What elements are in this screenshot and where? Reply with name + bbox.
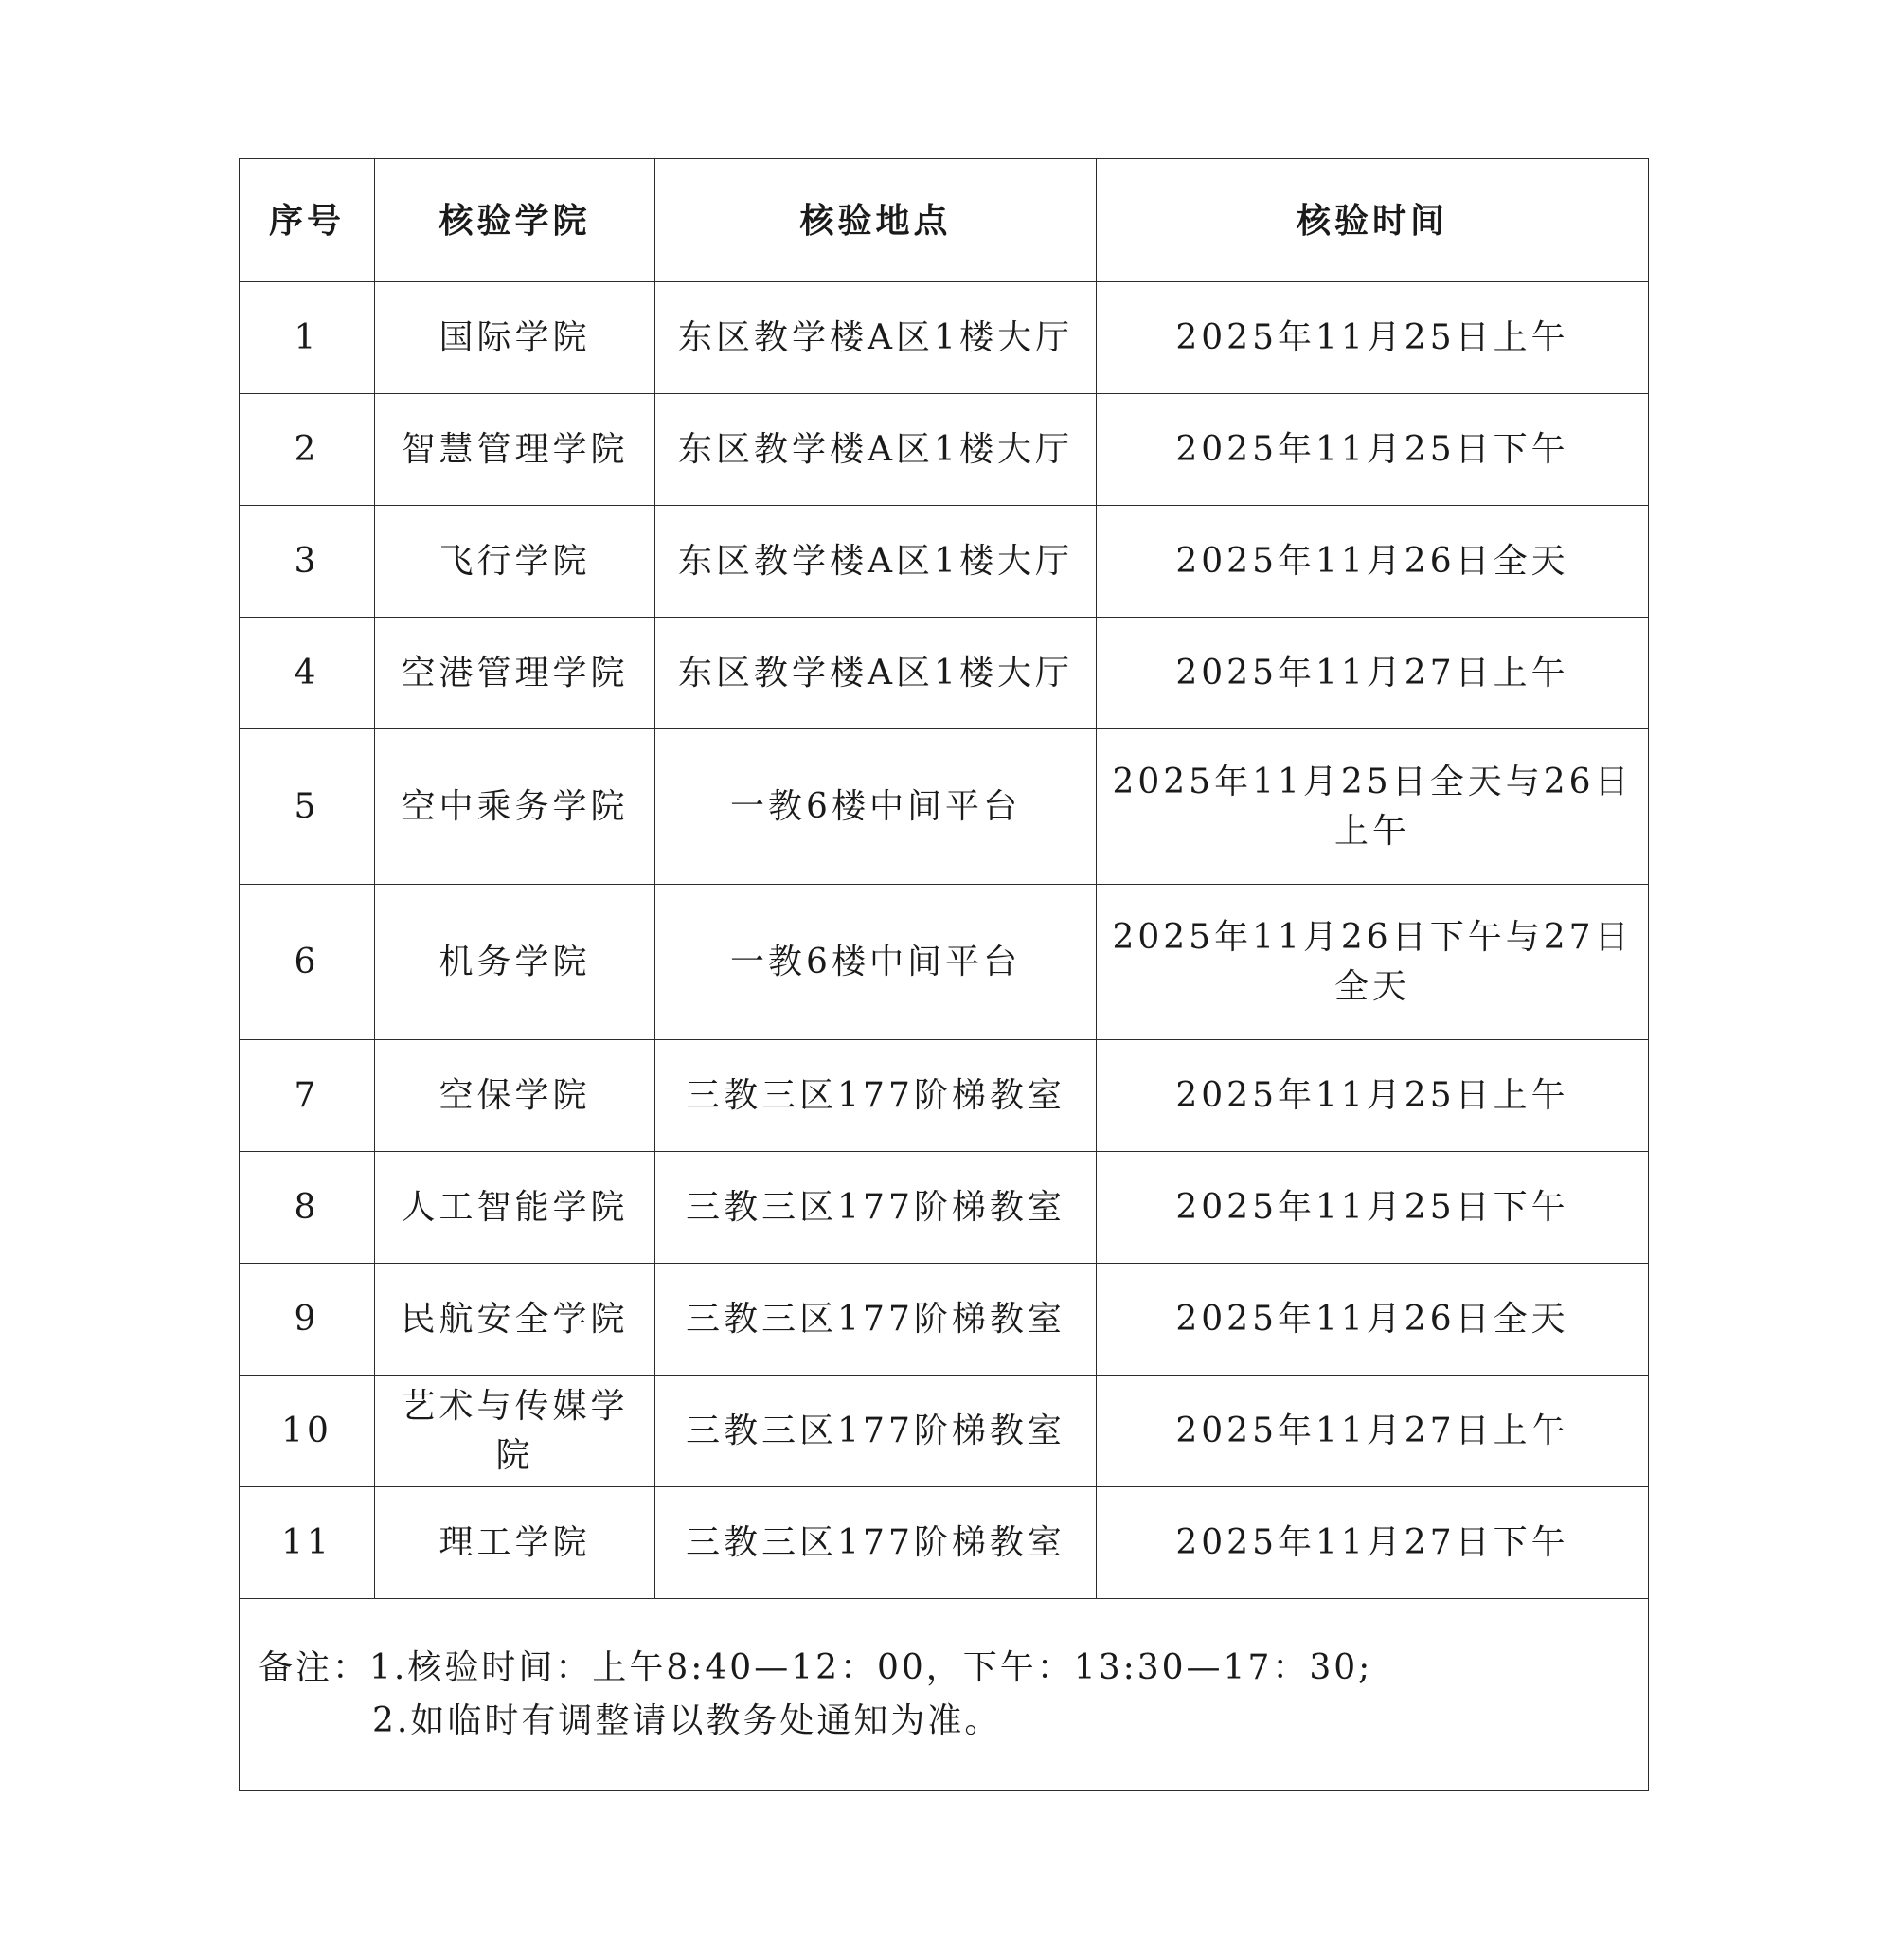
cell-no: 4: [240, 618, 375, 729]
cell-place: 东区教学楼A区1楼大厅: [655, 618, 1097, 729]
cell-no: 3: [240, 506, 375, 618]
cell-college: 空保学院: [375, 1040, 655, 1152]
note-line-1: 备注：1.核验时间：上午8:40—12：00，下午：13:30—17：30;: [259, 1648, 1373, 1687]
table-row: [240, 282, 1649, 394]
header-college: 核验学院: [375, 159, 655, 282]
cell-no: 11: [240, 1487, 375, 1599]
cell-place: 东区教学楼A区1楼大厅: [655, 282, 1097, 394]
cell-place: 一教6楼中间平台: [655, 729, 1097, 885]
cell-time: 2025年11月26日下午与27日全天: [1097, 885, 1649, 1040]
cell-time: 2025年11月25日下午: [1097, 394, 1649, 506]
cell-college: 飞行学院: [375, 506, 655, 618]
cell-place: 东区教学楼A区1楼大厅: [655, 394, 1097, 506]
cell-college: 国际学院: [375, 282, 655, 394]
cell-no: 1: [240, 282, 375, 394]
cell-college: 艺术与传媒学院: [375, 1376, 655, 1487]
note-line-2: 2.如临时有调整请以教务处通知为准。: [372, 1701, 1002, 1740]
cell-time: 2025年11月27日上午: [1097, 618, 1649, 729]
table-row: [240, 394, 1649, 506]
cell-time: 2025年11月27日上午: [1097, 1376, 1649, 1487]
cell-no: 8: [240, 1152, 375, 1264]
table-row: [240, 1376, 1649, 1487]
cell-no: 9: [240, 1264, 375, 1376]
cell-time: 2025年11月27日下午: [1097, 1487, 1649, 1599]
cell-no: 6: [240, 885, 375, 1040]
cell-college: 空港管理学院: [375, 618, 655, 729]
table-row: [240, 1264, 1649, 1376]
cell-college: 智慧管理学院: [375, 394, 655, 506]
table-header-row: [240, 159, 1649, 282]
cell-time: 2025年11月25日下午: [1097, 1152, 1649, 1264]
verification-schedule-table: [239, 158, 1649, 1791]
header-no: 序号: [240, 159, 375, 282]
cell-no: 10: [240, 1376, 375, 1487]
cell-place: 三教三区177阶梯教室: [655, 1487, 1097, 1599]
table-row: [240, 506, 1649, 618]
table-row: [240, 885, 1649, 1040]
cell-no: 5: [240, 729, 375, 885]
cell-time: 2025年11月25日上午: [1097, 282, 1649, 394]
table-row: [240, 1487, 1649, 1599]
note-cell: [240, 1599, 1649, 1791]
cell-college: 人工智能学院: [375, 1152, 655, 1264]
cell-no: 2: [240, 394, 375, 506]
table-row: [240, 618, 1649, 729]
cell-college: 理工学院: [375, 1487, 655, 1599]
cell-place: 三教三区177阶梯教室: [655, 1264, 1097, 1376]
cell-time: 2025年11月26日全天: [1097, 1264, 1649, 1376]
cell-college: 机务学院: [375, 885, 655, 1040]
table-row: [240, 1040, 1649, 1152]
header-time: 核验时间: [1097, 159, 1649, 282]
header-place: 核验地点: [655, 159, 1097, 282]
table-row: [240, 1152, 1649, 1264]
cell-place: 东区教学楼A区1楼大厅: [655, 506, 1097, 618]
cell-place: 三教三区177阶梯教室: [655, 1152, 1097, 1264]
cell-time: 2025年11月26日全天: [1097, 506, 1649, 618]
cell-place: 三教三区177阶梯教室: [655, 1040, 1097, 1152]
cell-time: 2025年11月25日全天与26日上午: [1097, 729, 1649, 885]
cell-college: 民航安全学院: [375, 1264, 655, 1376]
note-row: [240, 1599, 1649, 1791]
cell-time: 2025年11月25日上午: [1097, 1040, 1649, 1152]
table-row: [240, 729, 1649, 885]
cell-place: 一教6楼中间平台: [655, 885, 1097, 1040]
cell-college: 空中乘务学院: [375, 729, 655, 885]
cell-place: 三教三区177阶梯教室: [655, 1376, 1097, 1487]
cell-no: 7: [240, 1040, 375, 1152]
